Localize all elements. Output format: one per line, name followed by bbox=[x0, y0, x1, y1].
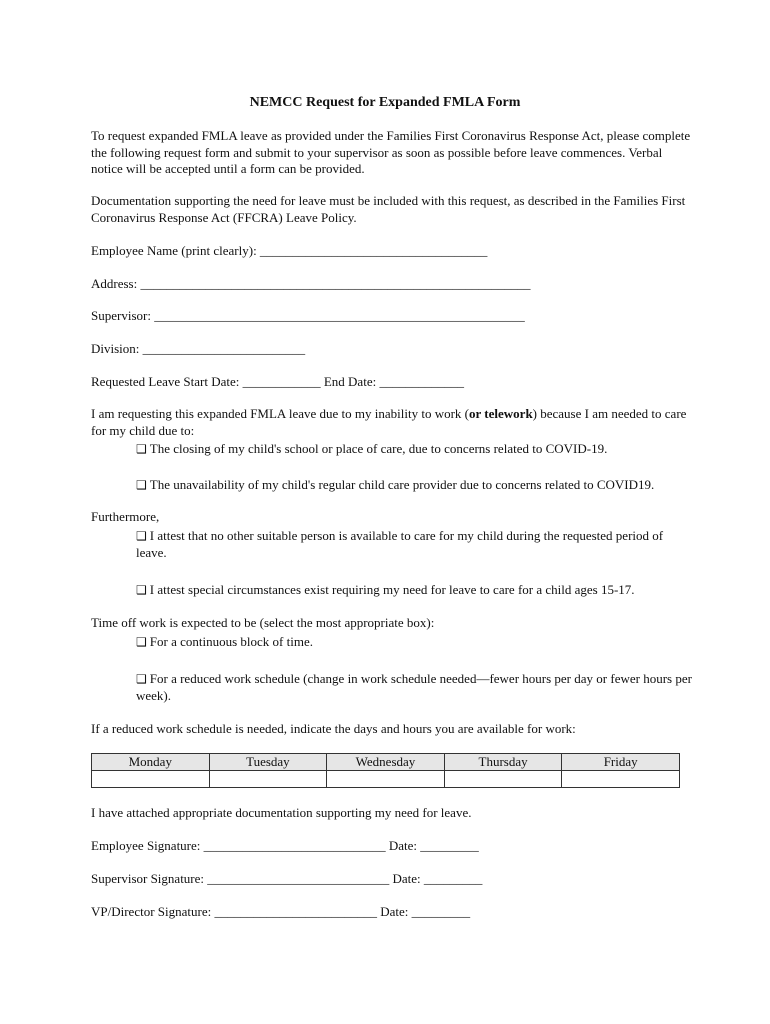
documentation-attached-statement: I have attached appropriate documentation supporting my need for leave. bbox=[91, 805, 472, 820]
option-no-other-caregiver[interactable] bbox=[136, 528, 696, 561]
option-provider-unavailable[interactable] bbox=[136, 477, 696, 494]
option-continuous-block[interactable] bbox=[136, 634, 696, 651]
time-off-heading: Time off work is expected to be (select the most appropriate box): bbox=[91, 615, 435, 630]
form-title: NEMCC Request for Expanded FMLA Form bbox=[249, 95, 521, 110]
reason-paragraph bbox=[91, 406, 691, 439]
checkbox-icon[interactable]: ❑ bbox=[136, 478, 147, 492]
option-label: The unavailability of my child's regular child care provider due to concerns related to COVID19. bbox=[149, 477, 655, 492]
supervisor-signature-field[interactable]: Supervisor Signature: ____________________________ Date: _________ bbox=[91, 871, 483, 886]
option-label: I attest that no other suitable person is available to care for my child during the requested period of leave. bbox=[136, 528, 664, 560]
option-label: The closing of my child's school or place of care, due to concerns related to COVID-19. bbox=[149, 441, 608, 456]
availability-table bbox=[91, 753, 680, 788]
option-school-closing[interactable] bbox=[136, 441, 696, 458]
header-monday: Monday bbox=[92, 754, 210, 771]
cell-tuesday[interactable] bbox=[209, 771, 327, 788]
schedule-heading: If a reduced work schedule is needed, indicate the days and hours you are available for work: bbox=[91, 721, 576, 736]
documentation-paragraph: Documentation supporting the need for leave must be included with this request, as described in the Families First Coronavirus Response Act (FFCRA) Leave Policy. bbox=[91, 193, 686, 225]
employee-name-field[interactable]: Employee Name (print clearly): ___________________________________ bbox=[91, 243, 488, 258]
cell-thursday[interactable] bbox=[444, 771, 562, 788]
header-tuesday: Tuesday bbox=[209, 754, 327, 771]
header-friday: Friday bbox=[562, 754, 680, 771]
vp-director-signature-field[interactable]: VP/Director Signature: _________________________ Date: _________ bbox=[91, 904, 471, 919]
reason-text-bold: or telework bbox=[469, 406, 533, 421]
furthermore-heading: Furthermore, bbox=[91, 509, 160, 524]
checkbox-icon[interactable]: ❑ bbox=[136, 583, 147, 597]
header-thursday: Thursday bbox=[444, 754, 562, 771]
cell-wednesday[interactable] bbox=[327, 771, 445, 788]
employee-signature-field[interactable]: Employee Signature: ____________________________ Date: _________ bbox=[91, 838, 479, 853]
checkbox-icon[interactable]: ❑ bbox=[136, 529, 147, 543]
intro-paragraph: To request expanded FMLA leave as provided under the Families First Coronavirus Response Act, please complete the following request form and submit to your supervisor as soon as possible before leave commences. Verbal notice will be accepted until a form can be provided. bbox=[91, 128, 691, 176]
cell-monday[interactable] bbox=[92, 771, 210, 788]
option-label: I attest special circumstances exist requiring my need for leave to care for a child ages 15-17. bbox=[149, 582, 635, 597]
checkbox-icon[interactable]: ❑ bbox=[136, 672, 147, 686]
checkbox-icon[interactable]: ❑ bbox=[136, 442, 147, 456]
table-row bbox=[92, 771, 680, 788]
option-label: For a reduced work schedule (change in work schedule needed—fewer hours per day or fewer hours per week). bbox=[136, 671, 692, 703]
leave-dates-field[interactable]: Requested Leave Start Date: ____________ End Date: _____________ bbox=[91, 374, 464, 389]
table-header-row bbox=[92, 754, 680, 771]
option-label: For a continuous block of time. bbox=[149, 634, 313, 649]
option-reduced-schedule[interactable] bbox=[136, 671, 696, 704]
checkbox-icon[interactable]: ❑ bbox=[136, 635, 147, 649]
option-special-circumstances[interactable] bbox=[136, 582, 696, 599]
header-wednesday: Wednesday bbox=[327, 754, 445, 771]
supervisor-field[interactable]: Supervisor: _________________________________________________________ bbox=[91, 308, 525, 323]
cell-friday[interactable] bbox=[562, 771, 680, 788]
division-field[interactable]: Division: _________________________ bbox=[91, 341, 306, 356]
address-field[interactable]: Address: ____________________________________________________________ bbox=[91, 276, 531, 291]
reason-text-before: I am requesting this expanded FMLA leave due to my inability to work ( bbox=[91, 406, 470, 421]
reason-text-after: ) because I am needed to care for my child due to: bbox=[91, 406, 687, 438]
